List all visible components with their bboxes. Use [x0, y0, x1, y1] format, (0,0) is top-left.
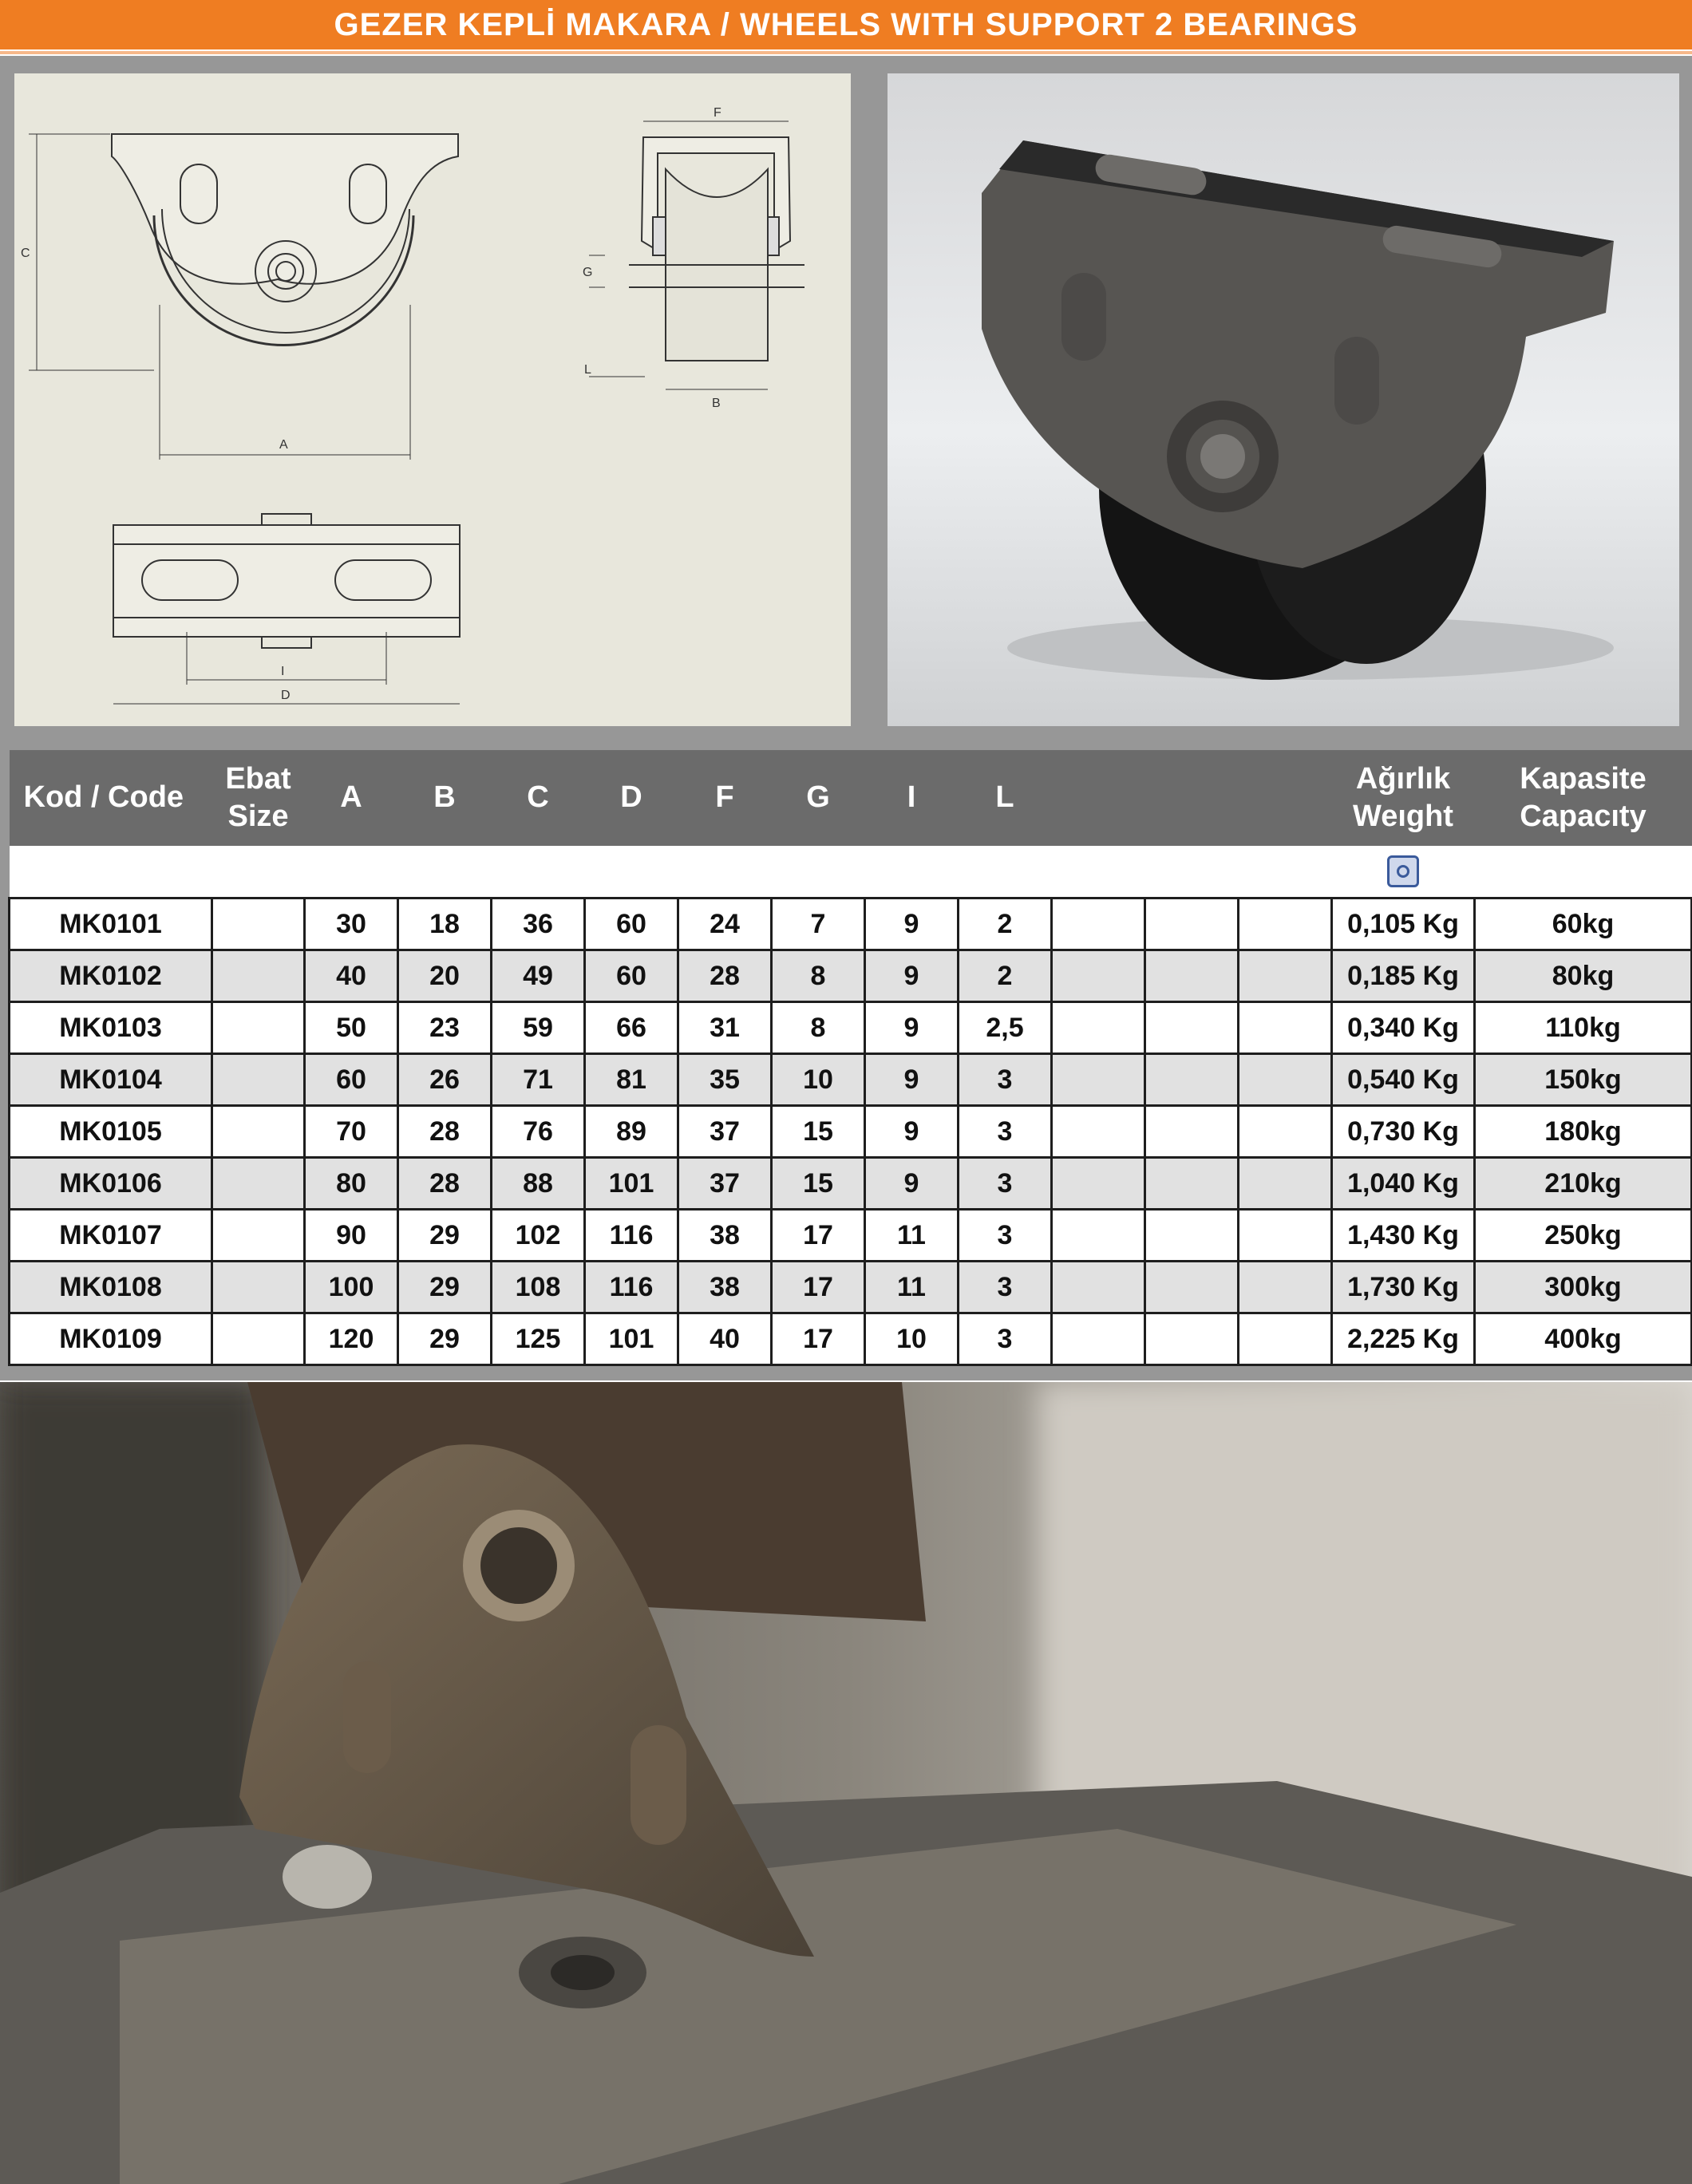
cell-size — [212, 1313, 305, 1365]
table-row — [10, 1158, 1692, 1210]
empty-cell — [1239, 1262, 1332, 1313]
empty-cell — [1145, 1002, 1239, 1054]
header-i: I — [865, 750, 959, 846]
cell-a: 70 — [305, 1106, 398, 1158]
cell-code: MK0106 — [10, 1158, 212, 1210]
empty-cell — [1239, 1106, 1332, 1158]
cell-i: 9 — [865, 1158, 959, 1210]
cell-f: 31 — [678, 1002, 772, 1054]
header-empty-3 — [1239, 750, 1332, 846]
cell-b: 26 — [398, 1054, 492, 1106]
cell-capacity: 400kg — [1475, 1313, 1692, 1365]
cell-b: 20 — [398, 950, 492, 1002]
header-code: Kod / Code — [10, 750, 212, 846]
cell-capacity: 300kg — [1475, 1262, 1692, 1313]
cell-f: 24 — [678, 898, 772, 950]
cell-g: 17 — [772, 1313, 865, 1365]
cell-l: 2 — [959, 950, 1052, 1002]
cell-a: 60 — [305, 1054, 398, 1106]
cell-l: 2,5 — [959, 1002, 1052, 1054]
weight-icon-cell — [1332, 846, 1475, 898]
cell-d: 66 — [585, 1002, 678, 1054]
header-weight-line2: Weıght — [1353, 800, 1453, 833]
cell-code: MK0102 — [10, 950, 212, 1002]
cell-l: 3 — [959, 1158, 1052, 1210]
cell-d: 101 — [585, 1158, 678, 1210]
empty-cell — [1239, 1210, 1332, 1262]
cell-d: 116 — [585, 1262, 678, 1313]
header-capacity-line2: Capacıty — [1520, 800, 1647, 833]
cell-capacity: 80kg — [1475, 950, 1692, 1002]
cell-code: MK0104 — [10, 1054, 212, 1106]
empty-cell — [1239, 1313, 1332, 1365]
cell-g: 17 — [772, 1210, 865, 1262]
empty-cell — [1145, 1262, 1239, 1313]
table-row — [10, 1106, 1692, 1158]
cell-a: 80 — [305, 1158, 398, 1210]
cell-c: 125 — [492, 1313, 585, 1365]
cell-i: 9 — [865, 1002, 959, 1054]
cell-f: 28 — [678, 950, 772, 1002]
cell-weight: 0,730 Kg — [1332, 1106, 1475, 1158]
empty-cell — [1052, 898, 1145, 950]
cell-g: 17 — [772, 1262, 865, 1313]
empty-cell — [1239, 950, 1332, 1002]
cell-weight: 0,185 Kg — [1332, 950, 1475, 1002]
cell-i: 9 — [865, 898, 959, 950]
product-render-svg — [888, 73, 1679, 726]
cell-c: 102 — [492, 1210, 585, 1262]
cell-capacity: 150kg — [1475, 1054, 1692, 1106]
dim-label-c: C — [21, 247, 30, 260]
header-empty-2 — [1145, 750, 1239, 846]
header-weight — [1332, 750, 1475, 846]
cell-weight: 0,105 Kg — [1332, 898, 1475, 950]
cell-i: 9 — [865, 1106, 959, 1158]
cell-c: 108 — [492, 1262, 585, 1313]
cell-size — [212, 1158, 305, 1210]
header-size-line1: Ebat — [225, 761, 291, 796]
cell-weight: 1,040 Kg — [1332, 1158, 1475, 1210]
header-b: B — [398, 750, 492, 846]
cell-size — [212, 898, 305, 950]
cell-code: MK0109 — [10, 1313, 212, 1365]
cell-size — [212, 1262, 305, 1313]
cell-weight: 0,340 Kg — [1332, 1002, 1475, 1054]
table-row — [10, 898, 1692, 950]
dim-label-a: A — [279, 438, 288, 452]
cell-g: 7 — [772, 898, 865, 950]
cell-b: 29 — [398, 1210, 492, 1262]
cell-g: 8 — [772, 1002, 865, 1054]
page-title: GEZER KEPLİ MAKARA / WHEELS WITH SUPPORT 2 BEARINGS — [0, 0, 1692, 49]
dim-label-g: G — [583, 266, 593, 279]
header-size — [212, 750, 305, 846]
product-render — [888, 73, 1679, 726]
cell-i: 10 — [865, 1313, 959, 1365]
cell-f: 37 — [678, 1158, 772, 1210]
empty-cell — [1239, 898, 1332, 950]
cell-code: MK0107 — [10, 1210, 212, 1262]
cell-f: 35 — [678, 1054, 772, 1106]
cell-capacity: 60kg — [1475, 898, 1692, 950]
header-size-line2: Size — [227, 800, 289, 833]
cell-d: 116 — [585, 1210, 678, 1262]
empty-cell — [1145, 1106, 1239, 1158]
cell-weight: 1,430 Kg — [1332, 1210, 1475, 1262]
cell-b: 23 — [398, 1002, 492, 1054]
cell-c: 59 — [492, 1002, 585, 1054]
cell-capacity: 210kg — [1475, 1158, 1692, 1210]
cell-b: 29 — [398, 1262, 492, 1313]
header-capacity-line1: Kapasite — [1520, 761, 1647, 796]
cell-l: 3 — [959, 1106, 1052, 1158]
cell-i: 9 — [865, 1054, 959, 1106]
empty-cell — [1052, 950, 1145, 1002]
empty-cell — [1052, 1313, 1145, 1365]
cell-a: 30 — [305, 898, 398, 950]
empty-cell — [1239, 1054, 1332, 1106]
cell-g: 15 — [772, 1158, 865, 1210]
header-empty-1 — [1052, 750, 1145, 846]
header-a: A — [305, 750, 398, 846]
icon-row — [10, 846, 1692, 898]
drawing-svg — [14, 73, 851, 726]
cell-a: 50 — [305, 1002, 398, 1054]
cell-b: 18 — [398, 898, 492, 950]
table-header-row — [10, 750, 1692, 846]
cell-d: 101 — [585, 1313, 678, 1365]
cell-code: MK0101 — [10, 898, 212, 950]
empty-cell — [1145, 950, 1239, 1002]
cell-weight: 2,225 Kg — [1332, 1313, 1475, 1365]
cell-i: 11 — [865, 1262, 959, 1313]
cell-c: 88 — [492, 1158, 585, 1210]
cell-capacity: 110kg — [1475, 1002, 1692, 1054]
table-row — [10, 1054, 1692, 1106]
cell-capacity: 180kg — [1475, 1106, 1692, 1158]
header-f: F — [678, 750, 772, 846]
cell-c: 76 — [492, 1106, 585, 1158]
scale-icon — [1387, 855, 1419, 887]
cell-g: 10 — [772, 1054, 865, 1106]
cell-b: 29 — [398, 1313, 492, 1365]
spec-table — [8, 750, 1692, 1366]
empty-cell — [1145, 898, 1239, 950]
empty-cell — [1052, 1210, 1145, 1262]
header-capacity — [1475, 750, 1692, 846]
cell-b: 28 — [398, 1158, 492, 1210]
table-row — [10, 1210, 1692, 1262]
dim-label-i: I — [281, 665, 285, 678]
dim-label-d: D — [281, 689, 291, 702]
cell-size — [212, 1054, 305, 1106]
cell-f: 38 — [678, 1262, 772, 1313]
cell-size — [212, 1210, 305, 1262]
cell-l: 3 — [959, 1262, 1052, 1313]
dim-label-f: F — [714, 106, 721, 120]
cell-d: 60 — [585, 950, 678, 1002]
empty-cell — [1145, 1210, 1239, 1262]
header-g: G — [772, 750, 865, 846]
cell-weight: 1,730 Kg — [1332, 1262, 1475, 1313]
empty-cell — [1239, 1158, 1332, 1210]
empty-cell — [1145, 1054, 1239, 1106]
technical-drawing — [14, 73, 851, 726]
cell-a: 120 — [305, 1313, 398, 1365]
cell-capacity: 250kg — [1475, 1210, 1692, 1262]
cell-g: 8 — [772, 950, 865, 1002]
cell-d: 81 — [585, 1054, 678, 1106]
cell-size — [212, 1002, 305, 1054]
cell-l: 3 — [959, 1313, 1052, 1365]
empty-cell — [1052, 1158, 1145, 1210]
empty-cell — [1052, 1262, 1145, 1313]
cell-size — [212, 1106, 305, 1158]
side-section-view — [589, 121, 804, 389]
dim-label-b: B — [712, 397, 721, 410]
cell-l: 2 — [959, 898, 1052, 950]
header-d: D — [585, 750, 678, 846]
cell-l: 3 — [959, 1210, 1052, 1262]
cell-i: 9 — [865, 950, 959, 1002]
cell-code: MK0105 — [10, 1106, 212, 1158]
cell-i: 11 — [865, 1210, 959, 1262]
workshop-photo — [0, 1382, 1692, 2184]
header-weight-line1: Ağırlık — [1355, 761, 1451, 796]
table-row — [10, 950, 1692, 1002]
cell-g: 15 — [772, 1106, 865, 1158]
cell-b: 28 — [398, 1106, 492, 1158]
cell-a: 100 — [305, 1262, 398, 1313]
cell-f: 40 — [678, 1313, 772, 1365]
cell-l: 3 — [959, 1054, 1052, 1106]
empty-cell — [1145, 1158, 1239, 1210]
cell-weight: 0,540 Kg — [1332, 1054, 1475, 1106]
table-row — [10, 1313, 1692, 1365]
table-row — [10, 1262, 1692, 1313]
workshop-photo-svg — [0, 1382, 1692, 2184]
cell-f: 37 — [678, 1106, 772, 1158]
cell-size — [212, 950, 305, 1002]
empty-cell — [1239, 1002, 1332, 1054]
cell-code: MK0103 — [10, 1002, 212, 1054]
dim-label-l: L — [584, 363, 591, 377]
empty-cell — [1052, 1106, 1145, 1158]
bottom-view — [113, 514, 460, 704]
cell-code: MK0108 — [10, 1262, 212, 1313]
cell-a: 90 — [305, 1210, 398, 1262]
header-l: L — [959, 750, 1052, 846]
cell-a: 40 — [305, 950, 398, 1002]
cell-d: 60 — [585, 898, 678, 950]
title-divider — [0, 51, 1692, 54]
table-row — [10, 1002, 1692, 1054]
cell-c: 49 — [492, 950, 585, 1002]
cell-c: 71 — [492, 1054, 585, 1106]
empty-cell — [1052, 1002, 1145, 1054]
cell-c: 36 — [492, 898, 585, 950]
cell-d: 89 — [585, 1106, 678, 1158]
front-view — [29, 134, 458, 460]
header-c: C — [492, 750, 585, 846]
cell-f: 38 — [678, 1210, 772, 1262]
empty-cell — [1145, 1313, 1239, 1365]
empty-cell — [1052, 1054, 1145, 1106]
